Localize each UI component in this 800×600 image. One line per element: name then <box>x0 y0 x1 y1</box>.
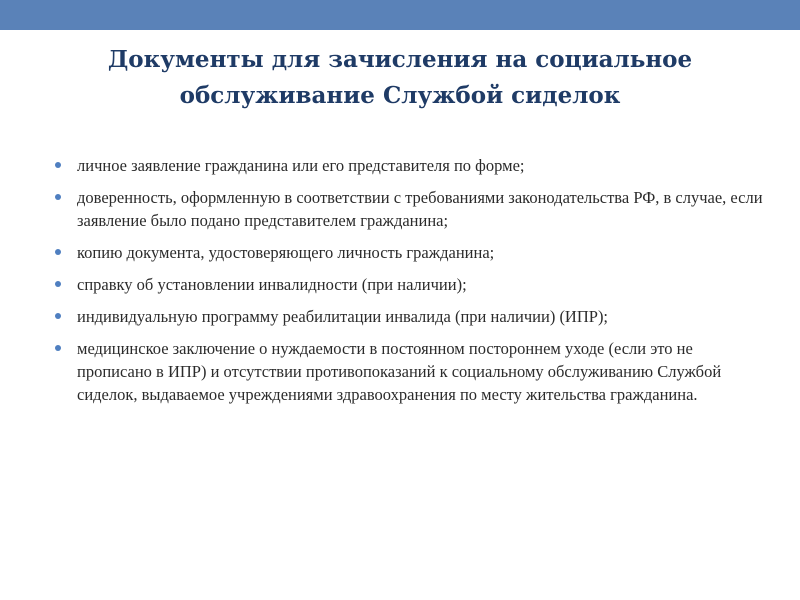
list-item <box>55 273 765 296</box>
list-item-text: личное заявление гражданина или его представителя по форме; <box>77 156 525 175</box>
bullet-icon <box>55 162 61 168</box>
bullet-icon <box>55 281 61 287</box>
list-item-text: медицинское заключение о нуждаемости в постоянном постороннем уходе (если это не прописано в ИПР) и отсутствии противопоказаний к социальному обслуживанию Службой сиделок, выдаваемое учреждениями здравоохранения по месту жительства гражданина. <box>77 339 722 404</box>
list-item <box>55 241 765 264</box>
list-item <box>55 154 765 177</box>
list-item-text: доверенность, оформленную в соответствии с требованиями законодательства РФ, в случае, если заявление было подано представителем гражданина; <box>77 188 763 230</box>
list-item-text: справку об установлении инвалидности (при наличии); <box>77 275 467 294</box>
list-item <box>55 337 765 406</box>
bullet-icon <box>55 313 61 319</box>
slide-title: Документы для зачисления на социальное обслуживание Службой сиделок <box>107 46 693 109</box>
bullet-icon <box>55 345 61 351</box>
list-item <box>55 305 765 328</box>
document-list <box>55 154 765 415</box>
list-item-text: индивидуальную программу реабилитации инвалида (при наличии) (ИПР); <box>77 307 609 326</box>
bullet-icon <box>55 194 61 200</box>
top-accent-bar <box>0 0 800 30</box>
bullet-icon <box>55 249 61 255</box>
list-item <box>55 186 765 232</box>
list-item-text: копию документа, удостоверяющего личность гражданина; <box>77 243 495 262</box>
